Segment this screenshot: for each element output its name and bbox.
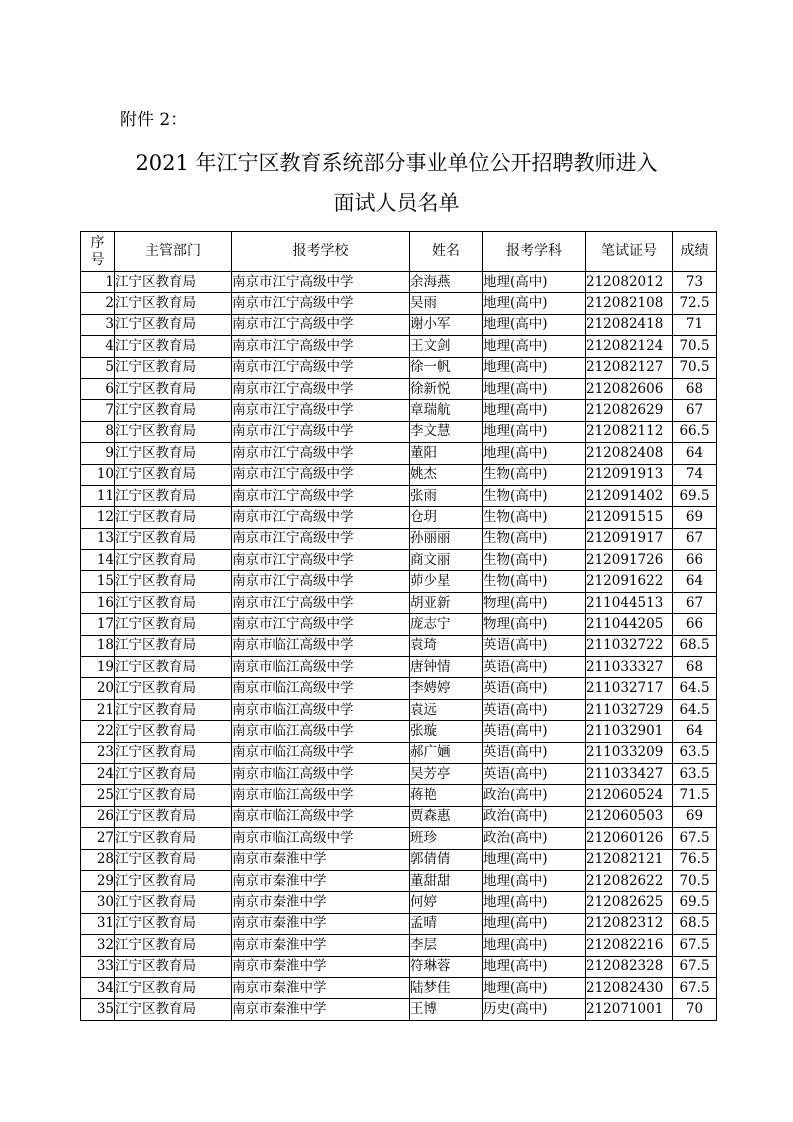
header-name: 姓名 [410,232,483,272]
cell-dept: 江宁区教育局 [115,721,232,742]
header-school: 报考学校 [232,232,410,272]
cell-subject: 生物(高中) [483,507,586,528]
cell-dept: 江宁区教育局 [115,742,232,763]
cell-name: 吴芳亭 [410,763,483,784]
cell-subject: 政治(高中) [483,806,586,827]
cell-exam-id: 212082328 [586,956,673,977]
cell-dept: 江宁区教育局 [115,378,232,399]
cell-name: 姚杰 [410,464,483,485]
cell-score: 68.5 [673,913,717,934]
cell-dept: 江宁区教育局 [115,678,232,699]
cell-no: 34 [81,977,115,998]
table-row [81,742,717,763]
cell-exam-id: 211044205 [586,614,673,635]
cell-subject: 地理(高中) [483,977,586,998]
header-dept: 主管部门 [115,232,232,272]
cell-dept: 江宁区教育局 [115,870,232,891]
cell-subject: 地理(高中) [483,421,586,442]
cell-subject: 英语(高中) [483,635,586,656]
cell-exam-id: 211033427 [586,763,673,784]
cell-score: 66 [673,550,717,571]
cell-subject: 历史(高中) [483,999,586,1020]
cell-no: 29 [81,870,115,891]
cell-school: 南京市江宁高级中学 [232,507,410,528]
cell-exam-id: 212082408 [586,443,673,464]
cell-score: 69.5 [673,485,717,506]
table-row [81,785,717,806]
cell-name: 符琳蓉 [410,956,483,977]
cell-exam-id: 211033327 [586,657,673,678]
cell-dept: 江宁区教育局 [115,913,232,934]
table-row [81,935,717,956]
table-row [81,507,717,528]
cell-school: 南京市临江高级中学 [232,742,410,763]
cell-school: 南京市江宁高级中学 [232,464,410,485]
cell-school: 南京市临江高级中学 [232,635,410,656]
cell-subject: 物理(高中) [483,592,586,613]
cell-no: 12 [81,507,115,528]
cell-school: 南京市江宁高级中学 [232,443,410,464]
table-row [81,421,717,442]
cell-exam-id: 212082108 [586,293,673,314]
cell-score: 67 [673,528,717,549]
cell-no: 20 [81,678,115,699]
cell-no: 18 [81,635,115,656]
cell-no: 11 [81,485,115,506]
cell-name: 孟晴 [410,913,483,934]
cell-dept: 江宁区教育局 [115,571,232,592]
table-row [81,721,717,742]
cell-score: 68 [673,657,717,678]
cell-subject: 地理(高中) [483,913,586,934]
cell-score: 67 [673,400,717,421]
cell-dept: 江宁区教育局 [115,485,232,506]
cell-no: 33 [81,956,115,977]
cell-dept: 江宁区教育局 [115,314,232,335]
cell-school: 南京市秦淮中学 [232,870,410,891]
cell-no: 1 [81,272,115,293]
cell-school: 南京市临江高级中学 [232,657,410,678]
cell-exam-id: 211032729 [586,699,673,720]
cell-name: 郭倩倩 [410,849,483,870]
cell-exam-id: 212091913 [586,464,673,485]
cell-subject: 英语(高中) [483,678,586,699]
cell-name: 郝广婳 [410,742,483,763]
table-row [81,999,717,1020]
cell-no: 6 [81,378,115,399]
cell-exam-id: 212091726 [586,550,673,571]
cell-name: 李文慧 [410,421,483,442]
cell-name: 蒋艳 [410,785,483,806]
header-exam-id: 笔试证号 [586,232,673,272]
cell-score: 71.5 [673,785,717,806]
cell-exam-id: 211032722 [586,635,673,656]
cell-subject: 地理(高中) [483,378,586,399]
cell-subject: 生物(高中) [483,571,586,592]
cell-dept: 江宁区教育局 [115,528,232,549]
cell-exam-id: 212082629 [586,400,673,421]
cell-exam-id: 212091917 [586,528,673,549]
cell-exam-id: 212082112 [586,421,673,442]
cell-score: 68.5 [673,635,717,656]
cell-subject: 英语(高中) [483,721,586,742]
table-row [81,443,717,464]
cell-no: 17 [81,614,115,635]
cell-no: 16 [81,592,115,613]
cell-subject: 生物(高中) [483,550,586,571]
cell-no: 3 [81,314,115,335]
table-row [81,314,717,335]
cell-school: 南京市江宁高级中学 [232,614,410,635]
cell-exam-id: 212082625 [586,892,673,913]
cell-subject: 地理(高中) [483,935,586,956]
cell-dept: 江宁区教育局 [115,336,232,357]
cell-name: 班珍 [410,828,483,849]
header-subject: 报考学科 [483,232,586,272]
cell-no: 5 [81,357,115,378]
cell-no: 13 [81,528,115,549]
cell-name: 王博 [410,999,483,1020]
cell-school: 南京市江宁高级中学 [232,592,410,613]
cell-school: 南京市江宁高级中学 [232,378,410,399]
cell-exam-id: 212082127 [586,357,673,378]
cell-dept: 江宁区教育局 [115,614,232,635]
cell-subject: 地理(高中) [483,357,586,378]
cell-no: 22 [81,721,115,742]
cell-no: 9 [81,443,115,464]
cell-no: 26 [81,806,115,827]
cell-subject: 地理(高中) [483,870,586,891]
cell-exam-id: 212082012 [586,272,673,293]
cell-name: 董甜甜 [410,870,483,891]
document-title-line1: 2021 年江宁区教育系统部分事业单位公开招聘教师进入 [135,151,658,175]
cell-score: 67.5 [673,828,717,849]
cell-name: 唐钟情 [410,657,483,678]
cell-dept: 江宁区教育局 [115,763,232,784]
cell-no: 32 [81,935,115,956]
table-row [81,913,717,934]
cell-dept: 江宁区教育局 [115,635,232,656]
cell-subject: 地理(高中) [483,849,586,870]
cell-score: 72.5 [673,293,717,314]
cell-school: 南京市临江高级中学 [232,678,410,699]
cell-score: 64 [673,443,717,464]
table-row [81,828,717,849]
table-row [81,763,717,784]
table-row [81,849,717,870]
cell-exam-id: 212082606 [586,378,673,399]
cell-score: 63.5 [673,763,717,784]
cell-no: 8 [81,421,115,442]
cell-exam-id: 212060126 [586,828,673,849]
cell-exam-id: 212082430 [586,977,673,998]
cell-score: 70.5 [673,357,717,378]
cell-score: 66 [673,614,717,635]
interview-roster-table [80,231,717,1021]
cell-name: 袁远 [410,699,483,720]
cell-subject: 地理(高中) [483,293,586,314]
cell-exam-id: 212091402 [586,485,673,506]
cell-no: 35 [81,999,115,1020]
table-row [81,635,717,656]
table-row [81,336,717,357]
cell-name: 胡亚新 [410,592,483,613]
cell-exam-id: 211032901 [586,721,673,742]
table-row [81,400,717,421]
cell-score: 67 [673,592,717,613]
cell-dept: 江宁区教育局 [115,892,232,913]
table-row [81,528,717,549]
cell-name: 陆梦佳 [410,977,483,998]
cell-dept: 江宁区教育局 [115,935,232,956]
table-row [81,614,717,635]
cell-school: 南京市秦淮中学 [232,999,410,1020]
cell-name: 徐新悦 [410,378,483,399]
cell-score: 63.5 [673,742,717,763]
cell-exam-id: 212091515 [586,507,673,528]
cell-school: 南京市临江高级中学 [232,828,410,849]
table-row [81,357,717,378]
cell-dept: 江宁区教育局 [115,592,232,613]
cell-subject: 生物(高中) [483,528,586,549]
cell-no: 14 [81,550,115,571]
cell-school: 南京市秦淮中学 [232,935,410,956]
cell-name: 贾森惠 [410,806,483,827]
cell-school: 南京市江宁高级中学 [232,550,410,571]
cell-name: 张雨 [410,485,483,506]
cell-exam-id: 212082124 [586,336,673,357]
cell-no: 7 [81,400,115,421]
cell-score: 69.5 [673,892,717,913]
cell-score: 69 [673,507,717,528]
cell-name: 章瑞航 [410,400,483,421]
cell-score: 64.5 [673,678,717,699]
cell-name: 张璇 [410,721,483,742]
cell-subject: 政治(高中) [483,785,586,806]
cell-exam-id: 211032717 [586,678,673,699]
cell-dept: 江宁区教育局 [115,421,232,442]
table-row [81,464,717,485]
header-score: 成绩 [673,232,717,272]
cell-no: 21 [81,699,115,720]
table-row [81,485,717,506]
header-no-line1: 序 [90,234,105,251]
cell-name: 商文丽 [410,550,483,571]
cell-exam-id: 212071001 [586,999,673,1020]
cell-no: 10 [81,464,115,485]
table-row [81,678,717,699]
cell-name: 李娉婷 [410,678,483,699]
table-row [81,571,717,592]
table-row [81,892,717,913]
cell-school: 南京市秦淮中学 [232,913,410,934]
cell-school: 南京市秦淮中学 [232,956,410,977]
cell-dept: 江宁区教育局 [115,806,232,827]
cell-subject: 地理(高中) [483,400,586,421]
cell-name: 庞志宁 [410,614,483,635]
cell-dept: 江宁区教育局 [115,977,232,998]
cell-name: 吴雨 [410,293,483,314]
cell-school: 南京市临江高级中学 [232,785,410,806]
cell-dept: 江宁区教育局 [115,657,232,678]
cell-school: 南京市临江高级中学 [232,806,410,827]
cell-exam-id: 212082312 [586,913,673,934]
cell-school: 南京市江宁高级中学 [232,485,410,506]
cell-school: 南京市江宁高级中学 [232,571,410,592]
cell-name: 董阳 [410,443,483,464]
cell-subject: 生物(高中) [483,485,586,506]
cell-score: 64.5 [673,699,717,720]
cell-name: 仓玥 [410,507,483,528]
table-row [81,272,717,293]
cell-score: 64 [673,571,717,592]
table-row [81,592,717,613]
cell-dept: 江宁区教育局 [115,400,232,421]
cell-score: 67.5 [673,935,717,956]
table-row [81,378,717,399]
cell-subject: 地理(高中) [483,956,586,977]
cell-subject: 英语(高中) [483,699,586,720]
table-row [81,657,717,678]
table-row [81,956,717,977]
table-row [81,699,717,720]
cell-name: 袁琦 [410,635,483,656]
cell-school: 南京市临江高级中学 [232,763,410,784]
cell-no: 19 [81,657,115,678]
cell-no: 27 [81,828,115,849]
cell-name: 李层 [410,935,483,956]
cell-no: 4 [81,336,115,357]
cell-subject: 政治(高中) [483,828,586,849]
cell-exam-id: 211044513 [586,592,673,613]
cell-dept: 江宁区教育局 [115,507,232,528]
cell-score: 70.5 [673,870,717,891]
cell-school: 南京市江宁高级中学 [232,421,410,442]
cell-subject: 英语(高中) [483,742,586,763]
table-row [81,550,717,571]
cell-dept: 江宁区教育局 [115,849,232,870]
cell-no: 31 [81,913,115,934]
cell-name: 余海燕 [410,272,483,293]
cell-school: 南京市秦淮中学 [232,849,410,870]
cell-dept: 江宁区教育局 [115,699,232,720]
cell-dept: 江宁区教育局 [115,272,232,293]
cell-subject: 物理(高中) [483,614,586,635]
cell-score: 71 [673,314,717,335]
cell-exam-id: 212082622 [586,870,673,891]
cell-subject: 地理(高中) [483,892,586,913]
cell-subject: 地理(高中) [483,314,586,335]
header-no-line2: 号 [90,251,105,268]
cell-exam-id: 211033209 [586,742,673,763]
cell-no: 25 [81,785,115,806]
attachment-label: 附件 2： [120,110,188,130]
cell-dept: 江宁区教育局 [115,828,232,849]
cell-name: 孙丽丽 [410,528,483,549]
cell-school: 南京市临江高级中学 [232,721,410,742]
cell-exam-id: 212082418 [586,314,673,335]
cell-school: 南京市江宁高级中学 [232,314,410,335]
cell-no: 24 [81,763,115,784]
cell-name: 徐一帆 [410,357,483,378]
cell-score: 67.5 [673,977,717,998]
cell-dept: 江宁区教育局 [115,785,232,806]
cell-school: 南京市江宁高级中学 [232,272,410,293]
cell-subject: 地理(高中) [483,443,586,464]
cell-subject: 英语(高中) [483,657,586,678]
cell-score: 70 [673,999,717,1020]
cell-dept: 江宁区教育局 [115,443,232,464]
cell-dept: 江宁区教育局 [115,293,232,314]
table-row [81,977,717,998]
table-row [81,806,717,827]
cell-school: 南京市临江高级中学 [232,699,410,720]
cell-score: 69 [673,806,717,827]
cell-score: 68 [673,378,717,399]
cell-no: 28 [81,849,115,870]
cell-subject: 地理(高中) [483,272,586,293]
cell-exam-id: 212091622 [586,571,673,592]
document-title-line2: 面试人员名单 [333,191,460,215]
cell-name: 谢小军 [410,314,483,335]
cell-no: 2 [81,293,115,314]
cell-school: 南京市江宁高级中学 [232,293,410,314]
cell-school: 南京市江宁高级中学 [232,336,410,357]
cell-school: 南京市江宁高级中学 [232,357,410,378]
table-row [81,870,717,891]
cell-school: 南京市江宁高级中学 [232,528,410,549]
cell-name: 何婷 [410,892,483,913]
cell-dept: 江宁区教育局 [115,956,232,977]
cell-name: 王文剑 [410,336,483,357]
cell-dept: 江宁区教育局 [115,999,232,1020]
cell-no: 23 [81,742,115,763]
cell-score: 73 [673,272,717,293]
cell-exam-id: 212082216 [586,935,673,956]
cell-score: 74 [673,464,717,485]
cell-subject: 英语(高中) [483,763,586,784]
cell-no: 30 [81,892,115,913]
cell-school: 南京市秦淮中学 [232,977,410,998]
cell-dept: 江宁区教育局 [115,550,232,571]
cell-score: 66.5 [673,421,717,442]
cell-subject: 地理(高中) [483,336,586,357]
table-header-row [81,232,717,272]
table-row [81,293,717,314]
cell-score: 70.5 [673,336,717,357]
cell-score: 67.5 [673,956,717,977]
cell-no: 15 [81,571,115,592]
cell-dept: 江宁区教育局 [115,357,232,378]
cell-score: 64 [673,721,717,742]
cell-school: 南京市秦淮中学 [232,892,410,913]
cell-dept: 江宁区教育局 [115,464,232,485]
cell-exam-id: 212060524 [586,785,673,806]
header-no [81,232,115,272]
cell-school: 南京市江宁高级中学 [232,400,410,421]
cell-name: 茆少星 [410,571,483,592]
cell-exam-id: 212082121 [586,849,673,870]
table-body [81,272,717,1021]
cell-subject: 生物(高中) [483,464,586,485]
cell-exam-id: 212060503 [586,806,673,827]
cell-score: 76.5 [673,849,717,870]
